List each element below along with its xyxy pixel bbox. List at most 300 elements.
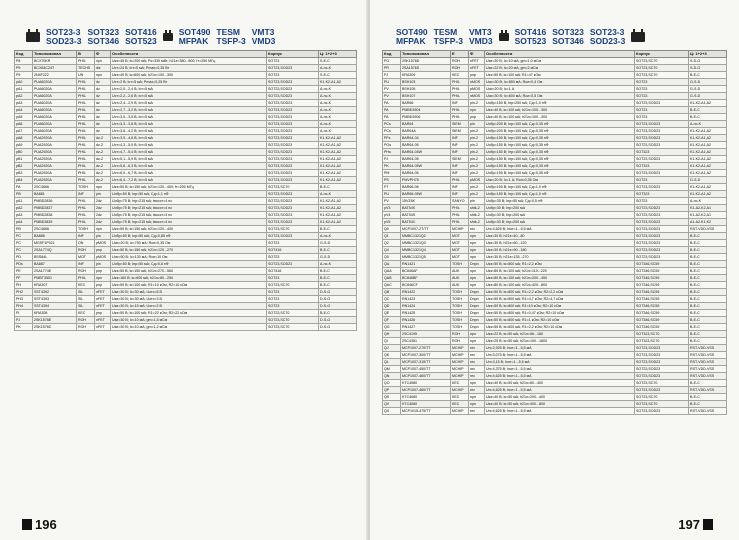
table-cell: SOT23: [635, 107, 689, 114]
table-cell: MCP1007-460/TT: [401, 387, 451, 394]
package-icon: [499, 33, 509, 41]
table-cell: PHIL: [77, 205, 95, 212]
table-row: [383, 72, 727, 79]
table-cell: nMOS: [469, 93, 485, 100]
table-cell: Q2: [383, 240, 401, 247]
table-cell: Uп=2,925 В; Iпот=1...5,5 мА: [485, 345, 635, 352]
table-cell: B-E-C: [689, 114, 727, 121]
column-header: Корпус: [635, 51, 689, 58]
header-group-1: SOT23-3 SOD23-3: [46, 27, 82, 46]
table-cell: diz: [95, 65, 111, 72]
table-cell: dz-2: [95, 156, 111, 163]
table-cell: INF: [451, 170, 469, 177]
table-cell: TOSH: [451, 317, 469, 324]
table-cell: SOT23: [267, 275, 319, 282]
table-cell: npn: [469, 240, 485, 247]
table-cell: 2dz: [95, 212, 111, 219]
table-cell: Uобр=30 В; Iпр=200 мА: [485, 205, 635, 212]
table-cell: PK: [15, 324, 33, 331]
table-cell: npn: [469, 275, 485, 282]
table-cell: INF: [77, 191, 95, 198]
header-group-5: TESM TSFP-3: [216, 27, 246, 46]
table-cell: QE: [383, 310, 401, 317]
header-group-3: SOT416 SOT523: [125, 27, 157, 46]
table-cell: RST-VDD-VSS: [689, 387, 727, 394]
table-cell: B-E-C: [319, 275, 357, 282]
table-cell: RST-VDD-VSS: [689, 345, 727, 352]
table-cell: A-nc-K: [319, 191, 357, 198]
table-cell: PE: [15, 268, 33, 275]
table-cell: PHIL: [77, 135, 95, 142]
table-row: [15, 240, 357, 247]
table-row: [383, 226, 727, 233]
table-cell: ROH: [77, 268, 95, 275]
table-cell: SOT23: [635, 114, 689, 121]
table-cell: B-E-C: [689, 338, 727, 345]
table-cell: SOT23,SOD23: [267, 170, 319, 177]
table-cell: PD: [15, 254, 33, 261]
table-cell: PCs: [383, 128, 401, 135]
table-cell: Uобр=150 В; Iпр=100 мА; Cд=0,35 пФ: [485, 135, 635, 142]
package-icon: [26, 32, 40, 42]
table-cell: B-E-C: [689, 282, 727, 289]
table-cell: SOT323,SC70: [635, 331, 689, 338]
table-cell: QS: [383, 394, 401, 401]
table-cell: PMBD2837: [33, 205, 77, 212]
table-cell: SOT23: [267, 240, 319, 247]
table-cell: B-E-C: [689, 296, 727, 303]
table-cell: dz-2: [95, 170, 111, 177]
table-cell: PDs: [15, 261, 33, 268]
table-cell: PA: [383, 100, 401, 107]
table-cell: INF: [451, 142, 469, 149]
table-cell: Uзи=30 В; Iс=15 мА; Uотс=2 В: [111, 303, 267, 310]
table-cell: PHIL: [77, 163, 95, 170]
table-cell: Uкэ=50 В; Iк=800 мА; R1=10 кОм; R2=10 кОм: [485, 303, 635, 310]
table-cell: PH4: [15, 303, 33, 310]
table-cell: PM: [383, 170, 401, 177]
table-cell: B-E-C: [689, 310, 727, 317]
table-cell: pin: [469, 121, 485, 128]
table-cell: PU: [383, 191, 401, 198]
table-cell: pnp: [95, 247, 111, 254]
table-cell: BC846CF: [401, 282, 451, 289]
table-cell: PMBD2838: [33, 212, 77, 219]
table-row: [383, 408, 727, 415]
table-cell: Uкэ=50 В; Iк=100 мА; R1=47 кОм: [485, 72, 635, 79]
table-cell: pA1: [15, 86, 33, 93]
table-cell: pV5: [383, 219, 401, 226]
table-row: [383, 401, 727, 408]
table-cell: A-nc-K: [319, 107, 357, 114]
table-cell: npn: [469, 401, 485, 408]
table-cell: K1-K2-A1,A2: [319, 177, 357, 184]
table-row: [383, 240, 727, 247]
table-cell: Uкэ=40 В; Iк=100 мА; h21э=100...300: [485, 107, 635, 114]
table-cell: SOT23,SOD23: [635, 170, 689, 177]
table-cell: pnp: [469, 114, 485, 121]
table-cell: PF: [15, 275, 33, 282]
table-cell: Q0: [383, 226, 401, 233]
table-cell: PHIL: [451, 212, 469, 219]
table-cell: 2SA1774E: [33, 268, 77, 275]
table-cell: Dnpn: [469, 310, 485, 317]
table-cell: SOT346,SC59: [635, 289, 689, 296]
table-cell: PHIL: [77, 58, 95, 65]
table-cell: A-nc-K: [319, 93, 357, 100]
table-cell: MMBC1321Q2: [401, 233, 451, 240]
table-cell: 2dz: [95, 219, 111, 226]
table-row: [15, 93, 357, 100]
table-cell: Uобр=150 В; Iпр=100 мА; Cд=0,35 пФ: [485, 156, 635, 163]
table-row: [15, 107, 357, 114]
table-row: [15, 135, 357, 142]
table-cell: Uобр=75 В; Iпр=215 мА; tвосст=4 нс: [111, 205, 267, 212]
table-cell: shtk-2: [469, 219, 485, 226]
table-row: [383, 198, 727, 205]
table-cell: PA: [15, 184, 33, 191]
table-cell: nFET: [95, 317, 111, 324]
column-header: В: [77, 51, 95, 58]
table-cell: MOT: [451, 233, 469, 240]
table-cell: K1-K2-A1,A2: [689, 100, 727, 107]
table-cell: Uобр=75 В; Iпр=215 мА; tвосст=4 нс: [111, 198, 267, 205]
table-cell: Uст=4,7...5,4 В; Iст=5 мА: [111, 149, 267, 156]
arrow-icon: [703, 519, 713, 530]
table-cell: SOT346,SC59: [635, 317, 689, 324]
table-cell: QV: [383, 401, 401, 408]
table-cell: TOSH: [451, 296, 469, 303]
table-cell: PV: [383, 93, 401, 100]
table-cell: Q1: [383, 233, 401, 240]
table-cell: Uобр=200 В; Iпр=100 мА; Cд=0,35 пФ: [485, 121, 635, 128]
table-cell: KEC: [77, 310, 95, 317]
table-row: [383, 373, 727, 380]
table-cell: Uобр=50 В; Iпр=50 мА; Cд=1,1 пФ: [111, 191, 267, 198]
table-cell: npn: [95, 58, 111, 65]
table-cell: K1-K2-A1,A2: [319, 170, 357, 177]
table-cell: B-E-C: [689, 380, 727, 387]
table-cell: dz-2: [95, 163, 111, 170]
table-cell: AUK: [451, 282, 469, 289]
table-cell: SOT23,SOD23: [635, 135, 689, 142]
table-cell: B-E-C: [689, 247, 727, 254]
table-cell: Uкэ=40 В; Iк=100 мА; h21э=100...300: [485, 114, 635, 121]
table-row: [15, 191, 357, 198]
table-cell: PUA6020A: [33, 86, 77, 93]
table-cell: Uси=20 В; Iс=1 А; Rси=0,35 Ом: [485, 177, 635, 184]
table-cell: BAR66-05W: [401, 191, 451, 198]
table-cell: PCs: [383, 121, 401, 128]
table-cell: pA3: [15, 100, 33, 107]
table-cell: PC: [15, 240, 33, 247]
table-cell: pin: [469, 198, 485, 205]
table-cell: MCHIP: [451, 226, 469, 233]
table-cell: K1-K2-A1,A2: [319, 212, 357, 219]
table-cell: SOT23: [635, 198, 689, 205]
table-cell: PT: [383, 184, 401, 191]
table-cell: PUA2920A: [33, 135, 77, 142]
table-cell: Uзи=22 В; Iс=20 мА; gm=2 мСм: [485, 65, 635, 72]
table-cell: BAT54S: [401, 212, 451, 219]
table-cell: Uст=3,0...3,5 В; Iст=5 мА: [111, 114, 267, 121]
right-parts-table: [382, 50, 727, 415]
header-group-1: SOT490 MFPAK: [396, 27, 428, 46]
table-row: [383, 282, 727, 289]
table-cell: BCX84C24T: [33, 65, 77, 72]
column-header: Особенности: [485, 51, 635, 58]
table-cell: K1-K2-A1,A2: [319, 142, 357, 149]
table-row: [15, 177, 357, 184]
table-cell: PUA6020A: [33, 107, 77, 114]
table-cell: INF: [451, 184, 469, 191]
table-cell: SOT23,SC70: [635, 394, 689, 401]
table-cell: Dnpn: [469, 261, 485, 268]
package-icon: [163, 33, 173, 41]
table-cell: A-nc-K: [689, 121, 727, 128]
table-cell: SIEM: [451, 156, 469, 163]
table-cell: npn: [95, 275, 111, 282]
table-cell: D-S-G: [319, 289, 357, 296]
table-cell: QL: [383, 359, 401, 366]
table-cell: KRA307: [33, 282, 77, 289]
right-package-header: [396, 26, 645, 48]
table-cell: MMBC1321Q4: [401, 247, 451, 254]
table-row: [383, 65, 727, 72]
table-cell: ROH: [77, 324, 95, 331]
table-cell: B-E-C: [689, 324, 727, 331]
table-cell: dz-2: [95, 177, 111, 184]
table-row: [383, 184, 727, 191]
left-package-header: [26, 26, 275, 48]
table-cell: PUA2920A: [33, 163, 77, 170]
table-row: [15, 58, 357, 65]
table-cell: BSS84L: [33, 254, 77, 261]
table-cell: npn: [469, 254, 485, 261]
header-group-4: SOT416 SOT523: [514, 27, 547, 46]
table-row: [15, 79, 357, 86]
table-cell: pin-2: [469, 156, 485, 163]
table-cell: SOT23,SC70: [267, 184, 319, 191]
table-cell: SOT23: [635, 79, 689, 86]
table-cell: pB4: [15, 177, 33, 184]
table-cell: nFET: [95, 289, 111, 296]
table-cell: MCHIP: [451, 366, 469, 373]
table-row: [383, 177, 727, 184]
table-cell: Uобр=200 В; Iпр=100 мА; Cд=0,35 пФ: [485, 128, 635, 135]
column-header: Код: [15, 51, 33, 58]
table-cell: PR: [383, 65, 401, 72]
table-cell: B-E-C: [319, 268, 357, 275]
table-cell: D-S-G: [319, 303, 357, 310]
table-cell: PHIL: [77, 100, 95, 107]
table-cell: B-E-C: [689, 289, 727, 296]
table-cell: Uст=3,6...4,2 В; Iст=5 мА: [111, 128, 267, 135]
table-cell: dz: [95, 107, 111, 114]
table-cell: RN1426: [401, 317, 451, 324]
table-cell: K1-K2-A1,A2: [319, 79, 357, 86]
table-cell: SOT23,SOD23: [635, 100, 689, 107]
table-cell: PUA6020A: [33, 121, 77, 128]
table-cell: Uкэ=160 В; Iк=600 мА; h21э=80...250: [111, 275, 267, 282]
table-cell: dz: [95, 100, 111, 107]
table-cell: MCHIP: [451, 359, 469, 366]
table-cell: B-E-C: [689, 107, 727, 114]
table-cell: Uкэ=40 В; Iк=600 мА; h21э=100...300: [111, 72, 267, 79]
table-cell: pB1: [15, 156, 33, 163]
table-cell: KTC4080: [401, 394, 451, 401]
table-cell: AUK: [451, 268, 469, 275]
table-cell: RST-VDD-VSS: [689, 226, 727, 233]
table-row: [15, 282, 357, 289]
table-cell: PMVPH75: [401, 177, 451, 184]
table-cell: AUK: [451, 275, 469, 282]
table-cell: RST-VDD-VSS: [689, 359, 727, 366]
table-cell: SOT23,SC70: [635, 380, 689, 387]
table-cell: ROH: [77, 317, 95, 324]
table-cell: INF: [451, 135, 469, 142]
table-cell: pB3: [15, 170, 33, 177]
table-row: [383, 205, 727, 212]
table-cell: B-E-C: [319, 247, 357, 254]
table-cell: G-S-D: [319, 254, 357, 261]
table-cell: TOSH: [451, 261, 469, 268]
table-cell: PHIL: [451, 86, 469, 93]
table-cell: SIL: [77, 303, 95, 310]
table-cell: MMBC1321Q3: [401, 240, 451, 247]
table-cell: SOT23,SOD23: [267, 177, 319, 184]
table-cell: SOT23,SOD23: [267, 163, 319, 170]
column-header: Особенности: [111, 51, 267, 58]
table-cell: PHIL: [451, 114, 469, 121]
table-row: [383, 331, 727, 338]
table-cell: D-S-G: [319, 317, 357, 324]
table-cell: PHIL: [77, 156, 95, 163]
table-cell: KRA308: [33, 310, 77, 317]
table-row: [383, 289, 727, 296]
table-cell: pin-2: [469, 149, 485, 156]
table-row: [15, 170, 357, 177]
table-cell: Uст=2,2...2,6 В; Iст=5 мА: [111, 93, 267, 100]
table-row: [15, 212, 357, 219]
table-cell: B-E-C: [689, 72, 727, 79]
table-cell: nFET: [469, 58, 485, 65]
table-cell: SOT23,SOD23: [267, 107, 319, 114]
table-cell: BCX70KR: [33, 58, 77, 65]
table-cell: SOT23,SOD23: [635, 184, 689, 191]
table-cell: SOT23,SOD23: [267, 191, 319, 198]
table-row: [383, 324, 727, 331]
table-cell: KRA309: [401, 72, 451, 79]
table-cell: K1-K2-A1,A2: [319, 163, 357, 170]
table-cell: QO: [383, 380, 401, 387]
table-cell: QH: [383, 331, 401, 338]
table-cell: 2SK1578E: [33, 317, 77, 324]
table-cell: Uобр=150 В; Iпр=100 мА; Cд=1,0 пФ: [485, 191, 635, 198]
table-cell: pB2: [15, 163, 33, 170]
table-cell: Uст=3,9...4,6 В; Iст=5 мА: [111, 135, 267, 142]
table-cell: K1-K2-A1,A2: [319, 205, 357, 212]
table-cell: MOT: [451, 247, 469, 254]
table-cell: SOT23,SOD23: [267, 93, 319, 100]
table-cell: PO: [383, 58, 401, 65]
table-cell: PK: [383, 163, 401, 170]
table-cell: BAR64-06: [401, 170, 451, 177]
table-cell: BA886: [33, 233, 77, 240]
table-cell: SOT346,SC59: [635, 275, 689, 282]
table-row: [383, 93, 727, 100]
table-row: [15, 86, 357, 93]
table-cell: SOT23,SOD23: [635, 240, 689, 247]
table-cell: SOT23,SOD23: [267, 79, 319, 86]
table-cell: Uп=3,075 В; Iпот=1...5,5 мА: [485, 352, 635, 359]
table-cell: UN: [77, 72, 95, 79]
table-row: [15, 198, 357, 205]
table-body: [383, 58, 727, 415]
table-cell: KEC: [451, 394, 469, 401]
table-cell: PA: [383, 114, 401, 121]
table-cell: SOT23,SC70: [267, 226, 319, 233]
table-row: [383, 394, 727, 401]
column-header: Ц: 1+2+3: [319, 51, 357, 58]
table-cell: SIEM: [451, 121, 469, 128]
table-cell: Uобр=75 В; Iпр=215 мА; tвосст=4 нс: [111, 219, 267, 226]
table-cell: pA1: [15, 198, 33, 205]
table-cell: Uобр=150 В; Iпр=100 мА; Cд=0,35 пФ: [485, 170, 635, 177]
table-cell: B-E-C: [689, 268, 727, 275]
header-group-3: VMT3 VMD3: [468, 27, 493, 46]
table-cell: SOT23,SOD23: [635, 359, 689, 366]
table-cell: Dnpn: [469, 317, 485, 324]
table-cell: Uобр=75 В; Iпр=215 мА; tвосст=4 нс: [111, 212, 267, 219]
table-cell: BC846AF: [401, 268, 451, 275]
table-cell: SOT23,SOD23: [267, 142, 319, 149]
table-cell: SOT23,SOD23: [267, 198, 319, 205]
table-cell: SST4392: [33, 289, 77, 296]
table-cell: Uкэ=50 В; Iк=800 мА; R1=1 кОм; R2=10 кОм: [485, 317, 635, 324]
table-cell: A-nc-K: [319, 65, 357, 72]
table-cell: PHIL: [77, 219, 95, 226]
table-cell: Uст=5,6...6,3 В; Iст=5 мА: [111, 163, 267, 170]
table-row: [383, 191, 727, 198]
table-cell: Uкэ=50 В; Iк=800 мА; R1=2,2 кОм; R2=10 кОм: [485, 324, 635, 331]
table-cell: Dnpn: [469, 303, 485, 310]
table-cell: B-E-C: [689, 275, 727, 282]
table-cell: SOT416: [267, 247, 319, 254]
table-cell: pA0: [15, 79, 33, 86]
table-cell: PHs: [383, 149, 401, 156]
table-row: [15, 268, 357, 275]
table-cell: SOT23,SOD23: [635, 156, 689, 163]
table-cell: SOT23,SOD23: [267, 156, 319, 163]
table-cell: dz: [95, 121, 111, 128]
table-cell: SOT346,SC59: [635, 324, 689, 331]
table-cell: PHIL: [77, 142, 95, 149]
table-cell: SOT23,SOD23: [635, 205, 689, 212]
table-cell: dz-2: [95, 135, 111, 142]
table-cell: 2SC4666: [33, 226, 77, 233]
table-cell: S-E-C: [319, 58, 357, 65]
table-cell: SOT346,SC59: [635, 268, 689, 275]
table-cell: K1-K2-A1,A2: [689, 156, 727, 163]
table-cell: Uп=4,625 В; Iпот=1...5,5 мА: [485, 373, 635, 380]
table-cell: QF: [383, 317, 401, 324]
table-cell: SOT23,SOD23: [635, 408, 689, 415]
table-cell: SOT23: [267, 289, 319, 296]
table-cell: Dnpn: [469, 324, 485, 331]
table-cell: K1-K2-A1,A2: [319, 198, 357, 205]
table-cell: INF: [451, 149, 469, 156]
